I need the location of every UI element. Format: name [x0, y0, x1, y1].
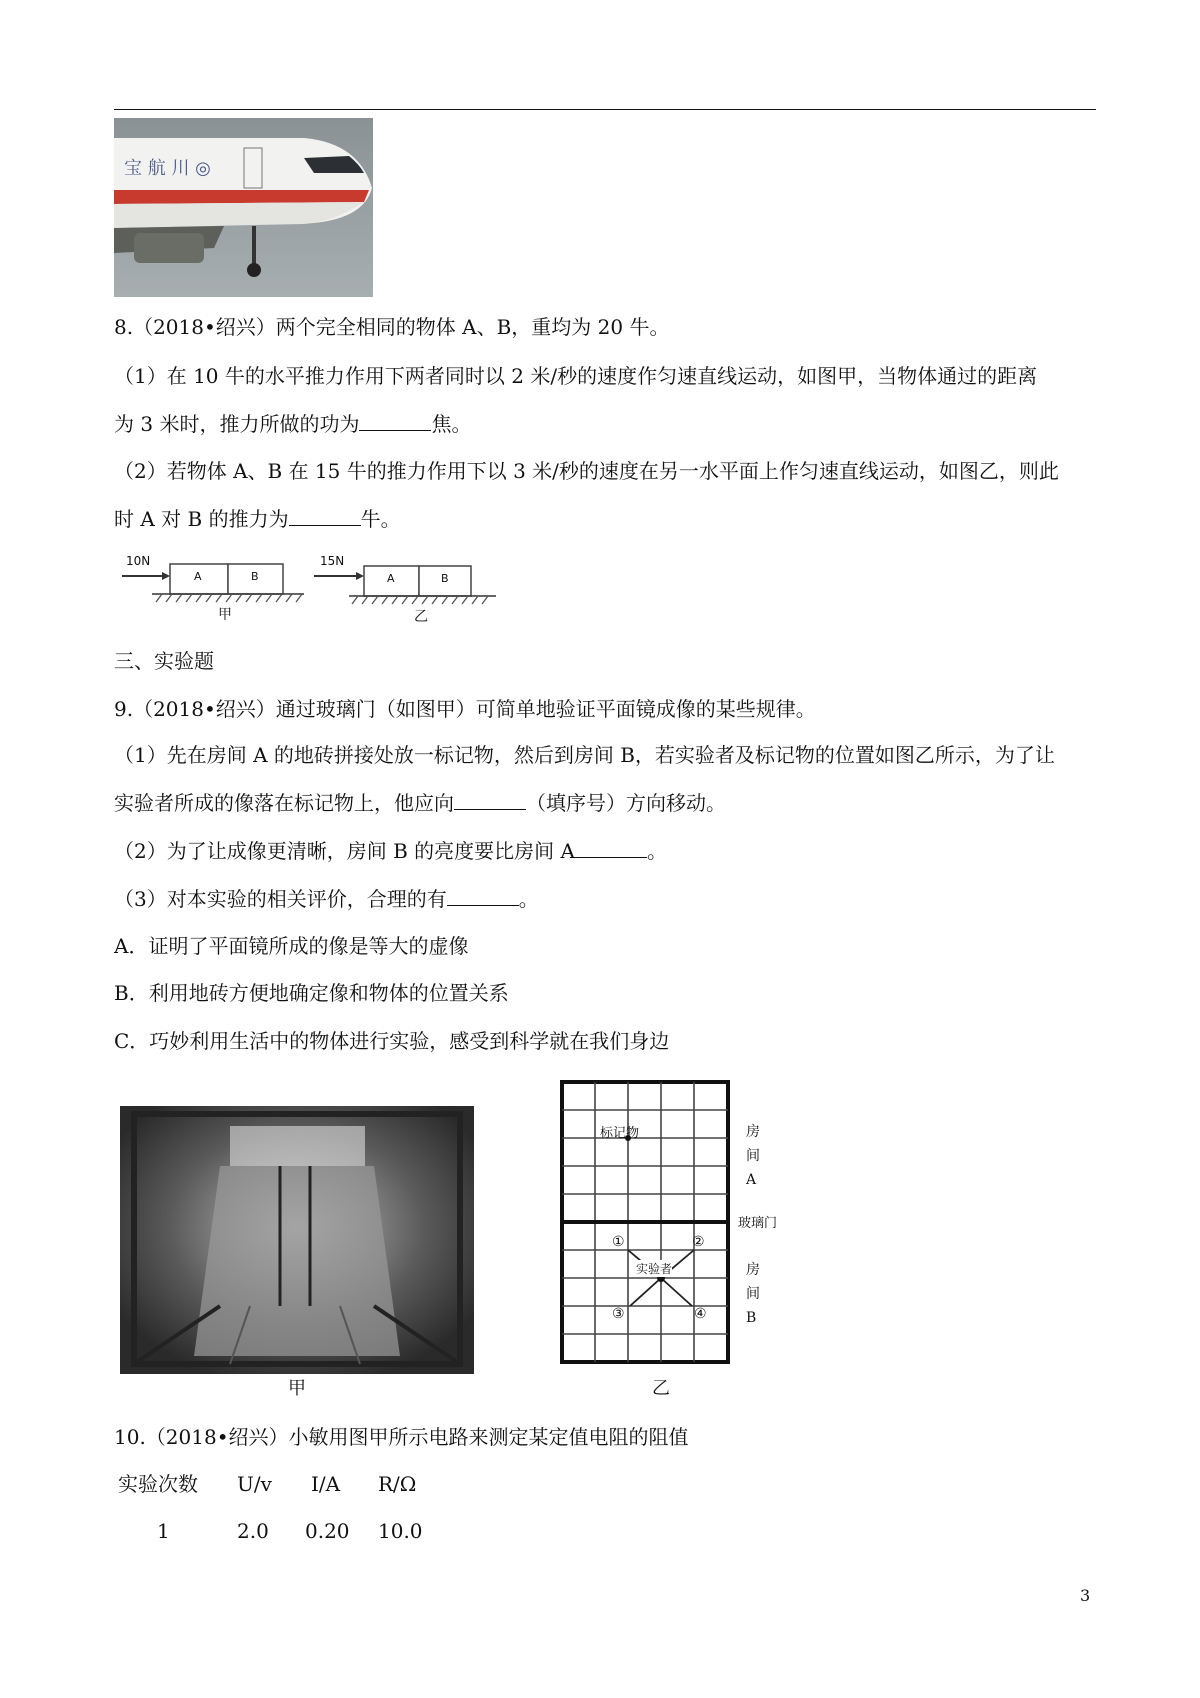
- force-label: 10N: [126, 554, 151, 568]
- answer-blank[interactable]: [289, 507, 361, 526]
- force-label: 15N: [320, 554, 345, 568]
- text: 实验者所成的像落在标记物上，他应向: [114, 791, 454, 815]
- answer-blank[interactable]: [447, 887, 519, 906]
- q8-title: 8.（2018•绍兴）两个完全相同的物体 A、B，重均为 20 牛。: [114, 315, 670, 339]
- svg-text:宝 航 川 ◎: 宝 航 川 ◎: [124, 158, 211, 179]
- text: （填序号）方向移动。: [526, 791, 726, 815]
- text: （3）对本实验的相关评价，合理的有: [114, 887, 447, 911]
- table-cell: 2.0: [237, 1519, 269, 1543]
- option-b: B．利用地砖方便地确定像和物体的位置关系: [114, 981, 509, 1005]
- q8-part2-cont: [114, 506, 401, 532]
- text: 为 3 米时，推力所做的功为: [114, 412, 360, 436]
- caption-jia: 甲: [218, 607, 232, 623]
- text: 焦。: [431, 412, 472, 436]
- room-b-label: 房间B: [746, 1262, 760, 1326]
- glass-door-label: 玻璃门: [738, 1216, 778, 1231]
- table-cell: 0.20: [305, 1519, 350, 1543]
- table-header: R/Ω: [378, 1472, 417, 1496]
- q10-title: 10.（2018•绍兴）小敏用图甲所示电路来测定某定值电阻的阻值: [114, 1425, 689, 1449]
- text: 牛。: [360, 507, 401, 531]
- text: 。: [518, 887, 539, 911]
- grid-caption: 乙: [652, 1378, 670, 1399]
- mirror-grid-diagram: [560, 1080, 800, 1402]
- caption-yi: 乙: [414, 609, 428, 625]
- marker-label: 标记物: [600, 1126, 640, 1141]
- direction-1: ①: [612, 1234, 625, 1250]
- direction-4: ④: [694, 1306, 707, 1322]
- direction-3: ③: [612, 1306, 625, 1322]
- room-a-label: 房间A: [746, 1124, 760, 1188]
- block-a-label: A: [194, 570, 202, 583]
- q9-part1-cont: [114, 790, 726, 816]
- block-b-label: B: [251, 570, 259, 583]
- section-heading: 三、实验题: [114, 649, 214, 673]
- photo-caption: 甲: [288, 1378, 306, 1399]
- option-c: C．巧妙利用生活中的物体进行实验，感受到科学就在我们身边: [114, 1029, 670, 1053]
- block-a-label: A: [387, 572, 395, 585]
- table-header: I/A: [311, 1472, 341, 1496]
- force-diagram-lines: [114, 552, 504, 627]
- glass-door-photo: [120, 1106, 474, 1374]
- q9-part3: [114, 886, 539, 912]
- text: 时 A 对 B 的推力为: [114, 507, 289, 531]
- table-header: U/v: [237, 1472, 272, 1496]
- answer-blank[interactable]: [454, 791, 526, 810]
- q8-part1-cont: [114, 411, 471, 437]
- direction-2: ②: [692, 1234, 705, 1250]
- table-header: 实验次数: [118, 1472, 198, 1496]
- table-cell: 1: [157, 1519, 170, 1543]
- person-label: 实验者: [636, 1262, 673, 1276]
- option-a: A．证明了平面镜所成的像是等大的虚像: [114, 934, 469, 958]
- answer-blank[interactable]: [359, 412, 431, 431]
- block-b-label: B: [441, 572, 449, 585]
- answer-blank[interactable]: [575, 839, 647, 858]
- text: （2）为了让成像更清晰，房间 B 的亮度要比房间 A: [114, 839, 575, 863]
- table-cell: 10.0: [378, 1519, 423, 1543]
- header-rule: [114, 109, 1096, 110]
- force-diagram: [114, 552, 504, 627]
- page-number: 3: [1080, 1586, 1091, 1605]
- q9-part1: （1）先在房间 A 的地砖拼接处放一标记物，然后到房间 B，若实验者及标记物的位置如图乙所示，为了让: [114, 743, 1055, 767]
- q9-title: 9.（2018•绍兴）通过玻璃门（如图甲）可简单地验证平面镜成像的某些规律。: [114, 697, 816, 721]
- text: 。: [646, 839, 667, 863]
- q8-part2: （2）若物体 A、B 在 15 牛的推力作用下以 3 米/秒的速度在另一水平面上作匀速直线运动，如图乙，则此: [114, 459, 1059, 483]
- airplane-photo: [114, 118, 373, 297]
- q9-part2: [114, 838, 667, 864]
- q8-part1: （1）在 10 牛的水平推力作用下两者同时以 2 米/秒的速度作匀速直线运动，如图甲，当物体通过的距离: [114, 364, 1038, 388]
